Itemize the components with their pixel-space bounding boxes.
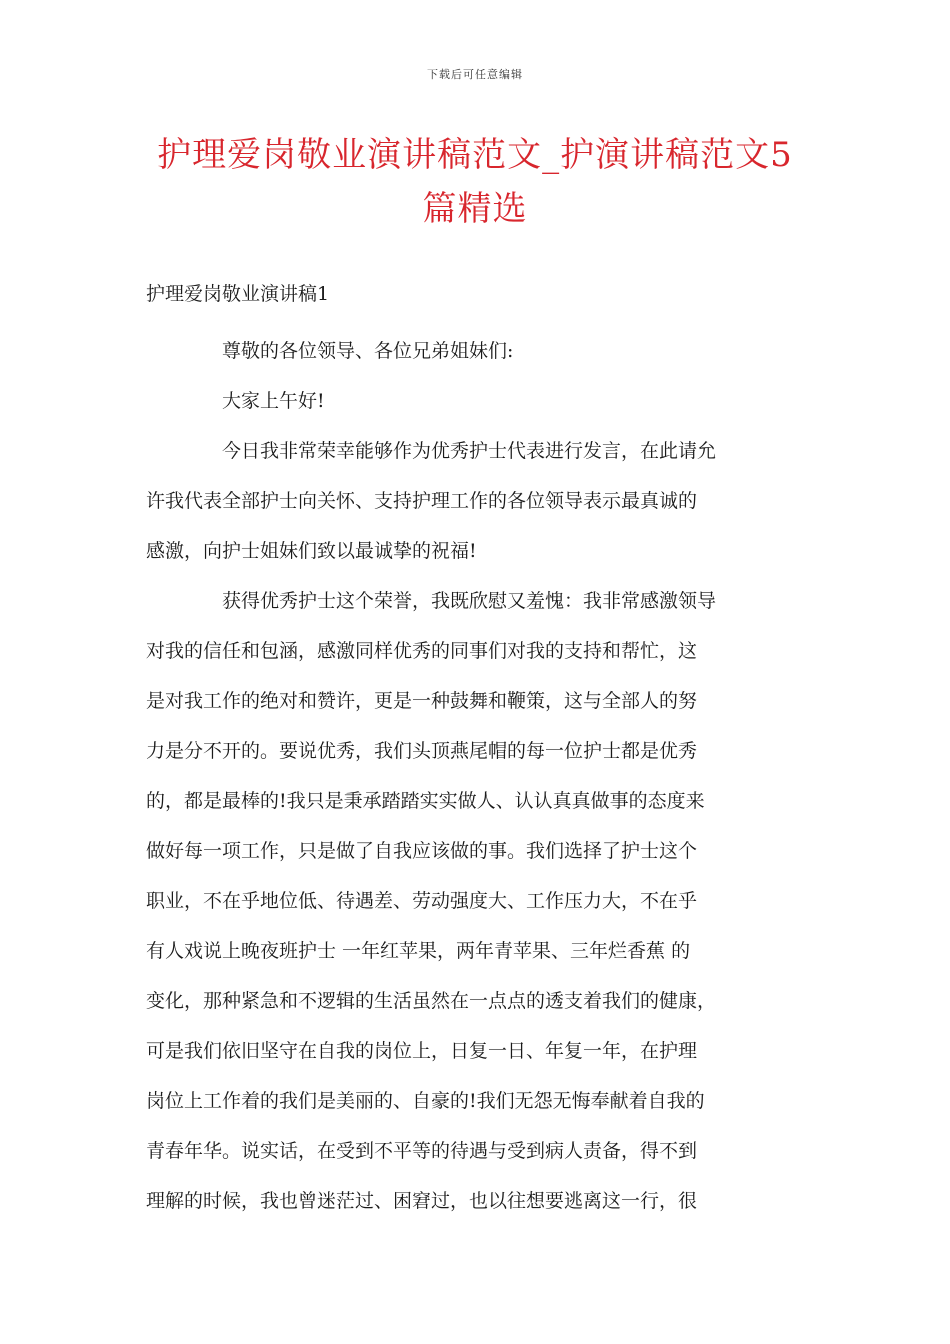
title-line-1: 护理爱岗敬业演讲稿范文_护演讲稿范文5 bbox=[157, 135, 793, 175]
document-title bbox=[140, 128, 810, 236]
paragraph-line: 青春年华。说实话，在受到不平等的待遇与受到病人责备，得不到 bbox=[146, 1140, 698, 1162]
paragraph-line: 变化，那种紧急和不逻辑的生活虽然在一点点的透支着我们的健康， bbox=[146, 990, 717, 1012]
title-line-2: 篇精选 bbox=[422, 189, 528, 229]
paragraph-line: 今日我非常荣幸能够作为优秀护士代表进行发言，在此请允 bbox=[222, 440, 717, 462]
paragraph-line: 职业，不在乎地位低、待遇差、劳动强度大、工作压力大，不在乎 bbox=[146, 890, 698, 912]
paragraph-line: 感激，向护士姐妹们致以最诚挚的祝福! bbox=[146, 540, 477, 562]
paragraph-line: 是对我工作的绝对和赞许，更是一种鼓舞和鞭策，这与全部人的努 bbox=[146, 690, 698, 712]
paragraph-line: 对我的信任和包涵，感激同样优秀的同事们对我的支持和帮忙，这 bbox=[146, 640, 698, 662]
body-text bbox=[146, 326, 806, 1226]
paragraph-line: 获得优秀护士这个荣誉，我既欣慰又羞愧：我非常感激领导 bbox=[222, 590, 717, 612]
paragraph-line: 岗位上工作着的我们是美丽的、自豪的!我们无怨无悔奉献着自我的 bbox=[146, 1090, 705, 1112]
paragraph-line: 可是我们依旧坚守在自我的岗位上，日复一日、年复一年，在护理 bbox=[146, 1040, 698, 1062]
paragraph-line: 的，都是最棒的!我只是秉承踏踏实实做人、认认真真做事的态度来 bbox=[146, 790, 705, 812]
paragraph-line: 力是分不开的。要说优秀，我们头顶燕尾帽的每一位护士都是优秀 bbox=[146, 740, 698, 762]
paragraph-line: 许我代表全部护士向关怀、支持护理工作的各位领导表示最真诚的 bbox=[146, 490, 698, 512]
salutation-line: 尊敬的各位领导、各位兄弟姐妹们: bbox=[222, 340, 514, 362]
paragraph-line: 做好每一项工作，只是做了自我应该做的事。我们选择了护士这个 bbox=[146, 840, 698, 862]
paragraph-line: 理解的时候，我也曾迷茫过、困窘过，也以往想要逃离这一行，很 bbox=[146, 1190, 698, 1212]
greeting-line: 大家上午好! bbox=[222, 390, 325, 412]
header-note: 下载后可任意编辑 bbox=[427, 68, 523, 81]
paragraph-line: 有人戏说上晚夜班护士 一年红苹果，两年青苹果、三年烂香蕉 的 bbox=[146, 940, 691, 962]
section-heading: 护理爱岗敬业演讲稿1 bbox=[146, 283, 330, 305]
